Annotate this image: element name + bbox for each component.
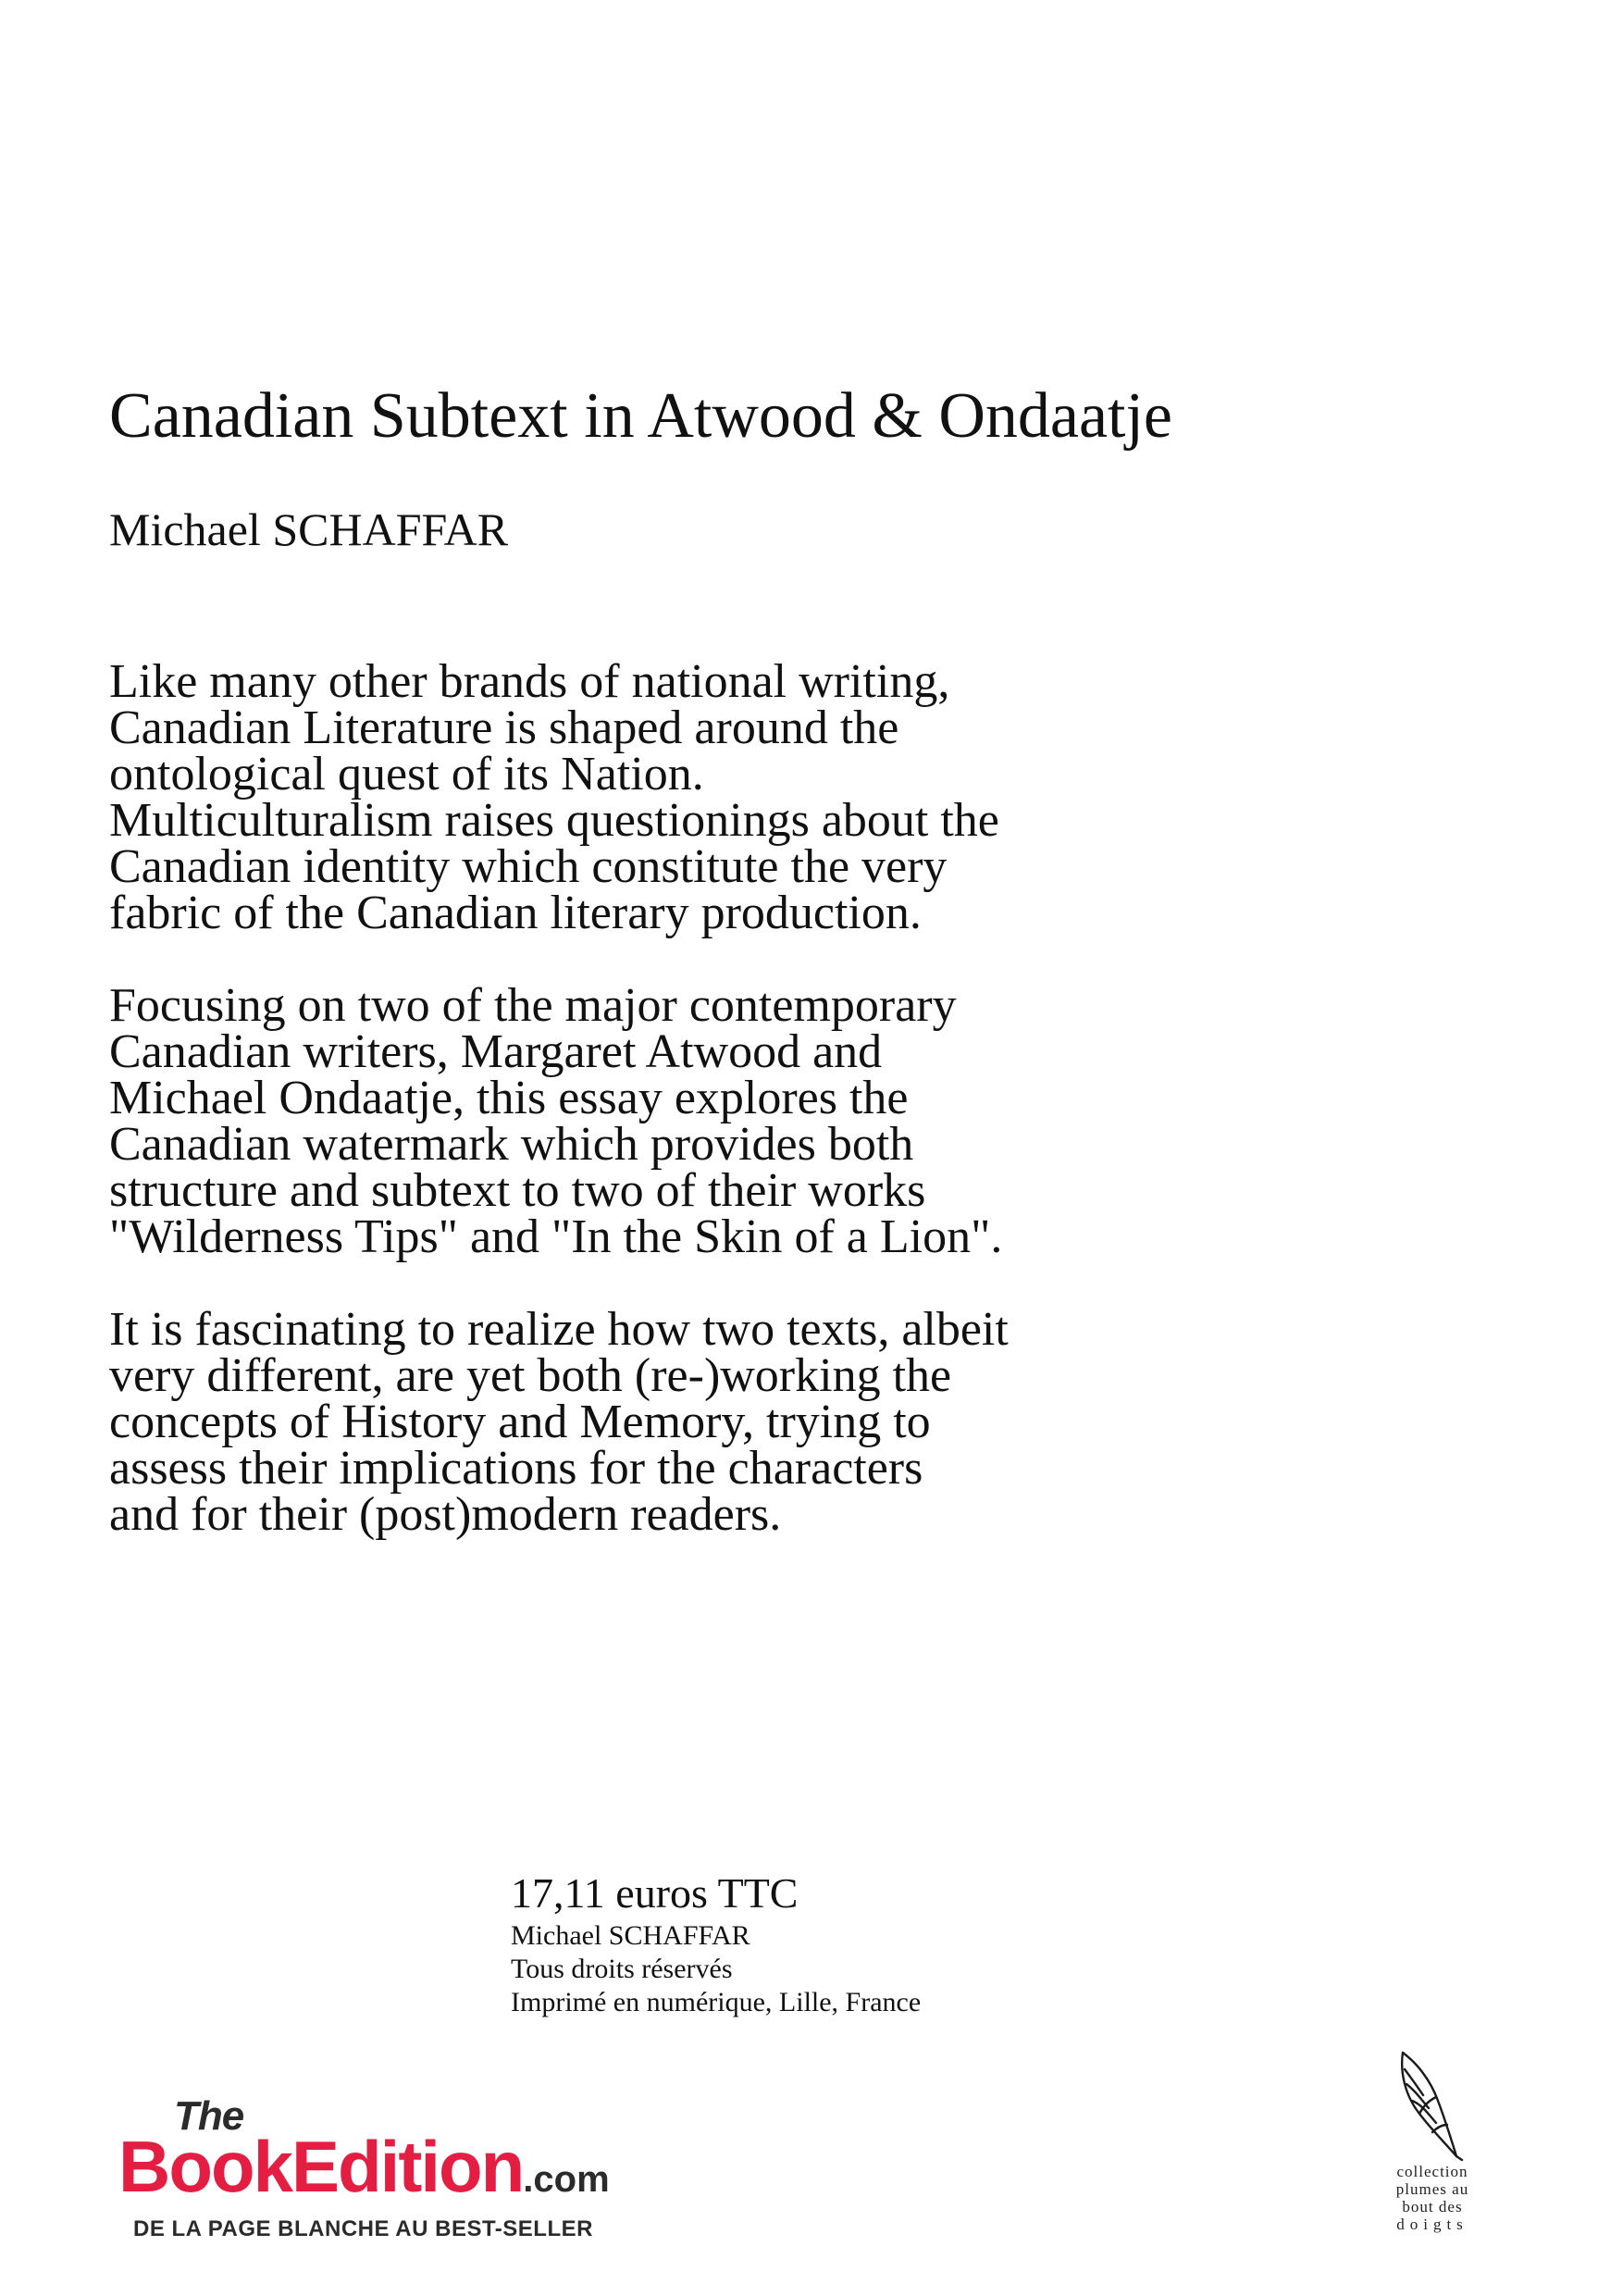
book-author: Michael SCHAFFAR	[109, 503, 509, 555]
blurb-line: Canadian writers, Margaret Atwood and	[109, 1025, 883, 1078]
collection-text: bout des	[1402, 2198, 1463, 2215]
blurb-line: ontological quest of its Nation.	[109, 748, 704, 800]
blurb-line: and for their (post)modern readers.	[109, 1488, 782, 1541]
colophon-author: Michael SCHAFFAR	[511, 1920, 750, 1951]
blurb-line: structure and subtext to two of their works	[109, 1164, 926, 1217]
logo-name: BookEdition	[118, 2126, 524, 2207]
blurb-line: It is fascinating to realize how two texts, albeit	[109, 1303, 1009, 1356]
colophon-printed: Imprimé en numérique, Lille, France	[511, 1987, 922, 2017]
price: 17,11 euros TTC	[511, 1869, 799, 1917]
blurb-line: Canadian Literature is shaped around the	[109, 701, 899, 754]
book-title: Canadian Subtext in Atwood & Ondaatje	[109, 380, 1172, 452]
logo-wordmark	[118, 2126, 610, 2225]
publisher-tagline: DE LA PAGE BLANCHE AU BEST-SELLER	[133, 2216, 593, 2241]
blurb-line: Michael Ondaatje, this essay explores the	[109, 1072, 909, 1124]
blurb-paragraph-3	[109, 1303, 1497, 1541]
blurb-line: very different, are yet both (re-)working the	[109, 1349, 952, 1402]
back-cover-blurb	[109, 655, 1497, 1584]
collection-mark	[1386, 2047, 1479, 2233]
blurb-line: Canadian watermark which provides both	[109, 1118, 914, 1171]
colophon-rights: Tous droits réservés	[511, 1954, 733, 1984]
blurb-line: Focusing on two of the major contemporary	[109, 979, 957, 1032]
collection-text: doigts	[1396, 2215, 1468, 2233]
collection-text: plumes au	[1395, 2180, 1469, 2198]
blurb-line: Like many other brands of national writing,	[109, 655, 950, 708]
colophon	[511, 1868, 921, 2019]
feather-icon	[1395, 2047, 1469, 2163]
blurb-line: assess their implications for the characters	[109, 1442, 923, 1495]
blurb-line: "Wilderness Tips" and "In the Skin of a Lion".	[109, 1210, 1003, 1263]
blurb-paragraph-2	[109, 979, 1497, 1263]
blurb-line: Multiculturalism raises questionings about the	[109, 794, 999, 847]
collection-text: collection	[1396, 2163, 1468, 2180]
logo-the: The	[174, 2093, 244, 2139]
logo-domain: .com	[523, 2159, 610, 2200]
blurb-line: Canadian identity which constitute the very	[109, 840, 948, 893]
blurb-line: fabric of the Canadian literary production.	[109, 887, 922, 939]
blurb-paragraph-1	[109, 655, 1497, 939]
blurb-line: concepts of History and Memory, trying to	[109, 1396, 931, 1448]
